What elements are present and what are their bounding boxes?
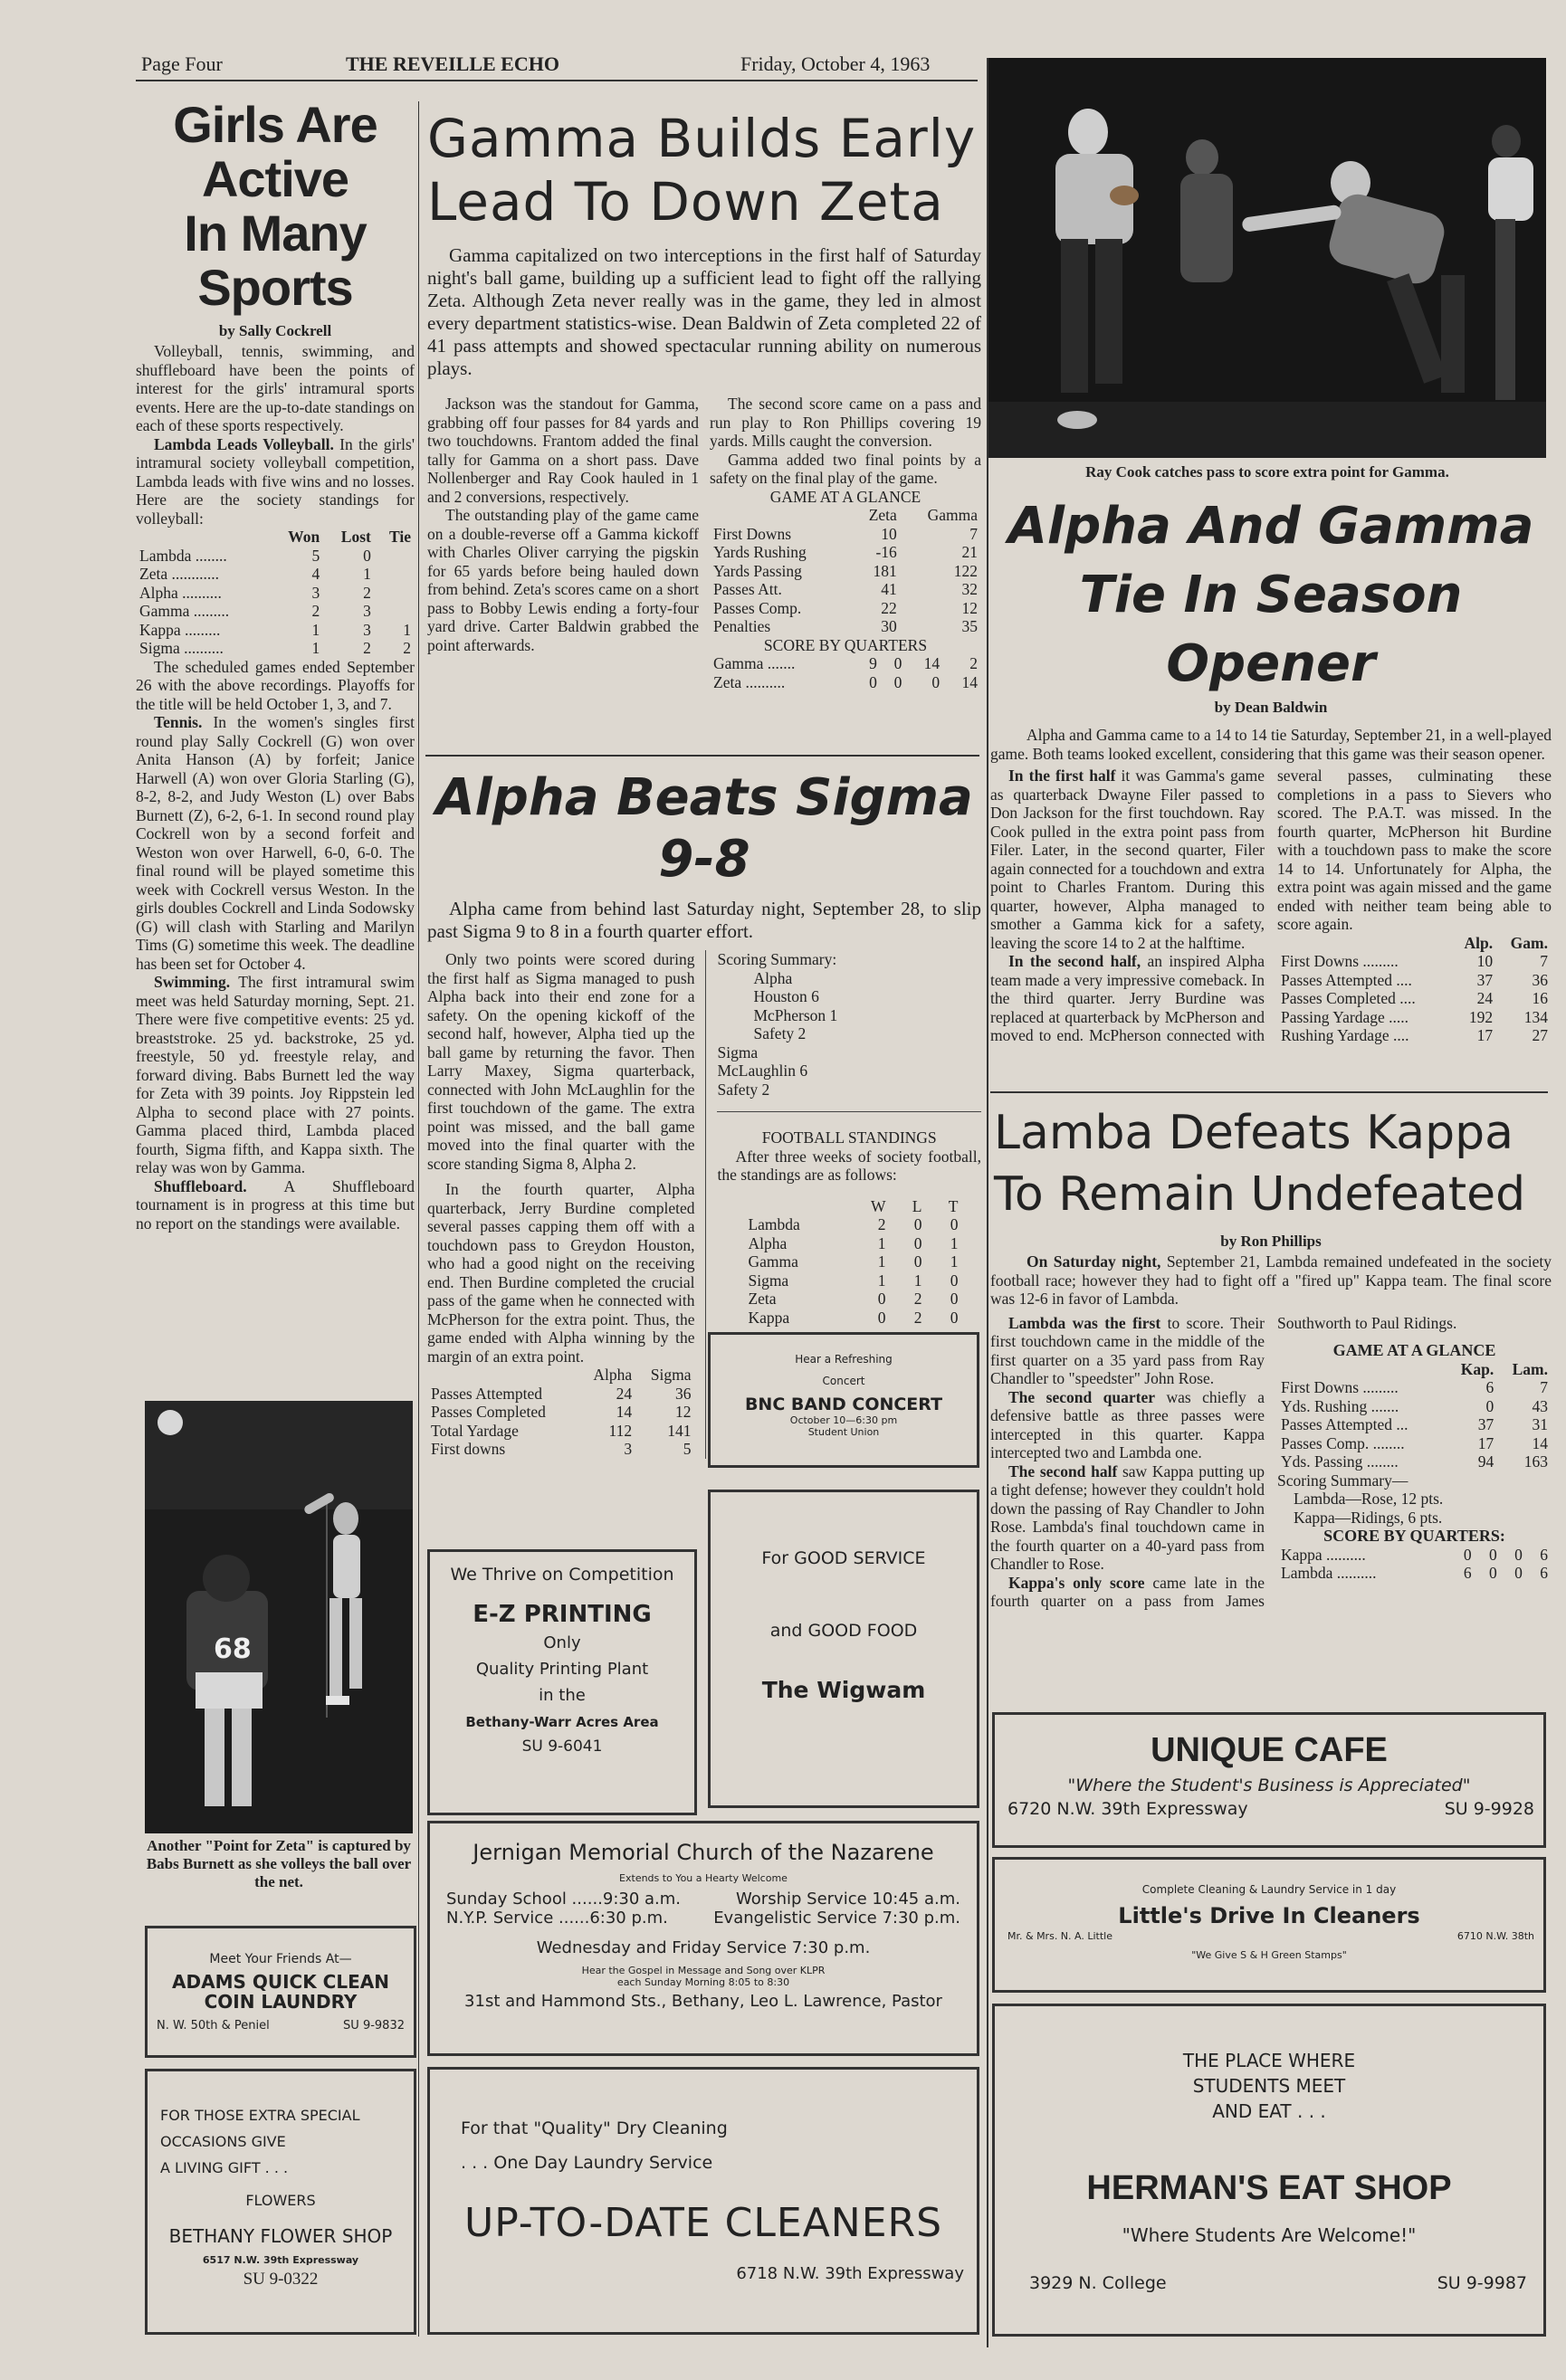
adams-title1: ADAMS QUICK CLEAN — [172, 1971, 389, 1993]
ez-line5: Bethany-Warr Acres Area — [465, 1714, 659, 1730]
ez-tagline: We Thrive on Competition — [450, 1565, 674, 1585]
table-row: First Downs 10 7 — [713, 524, 978, 543]
table-row: First Downs ......... 10 7 — [1281, 952, 1548, 970]
tie-p1-lead: In the first half — [1008, 766, 1116, 785]
flower-address: 6517 N.W. 39th Expressway — [202, 2254, 359, 2266]
standings-table: W L T Lambda 2 0 0 Alpha 1 0 1 Gamma 1 0 1 Sigma 1 1 0 Zeta 0 2 0 Kappa 0 2 0 — [744, 1197, 961, 1328]
concert-line1: Hear a Refreshing — [795, 1353, 893, 1366]
ez-title: E-Z PRINTING — [473, 1601, 652, 1628]
ez-line4: in the — [539, 1686, 586, 1705]
volleyball-photo-art — [145, 1401, 413, 1833]
church-midweek: Wednesday and Friday Service 7:30 p.m. — [536, 1938, 871, 1957]
gamma-headline-line1: Gamma Builds Early — [427, 108, 977, 169]
alpha-sigma-col1: Only two points were scored during the first half as Sigma managed to push Alpha back into their end zone for a safety. On the opening kickoff of the second half, however, Alpha tied up the ball game by returning the favor. Then Larry Maxey, Sigma quarterback, connected with John McLaughlin for the first touchdown of the game. The extra point was missed, and the ball game moved into the final quarter with the score standing Sigma 8, Alpha 2. In the fourth quarter, Alpha quarterback, Jerry Burdine completed several passes capping them off with a touchdown pass to Greydon Houston, who had a good night on the receiving end. Then Burdine completed the crucial pass of the game when he connected with McPherson for the extra point. Thus, the game ended with Alpha winning by the margin of an extra point. Alpha Sigma Passes Attempted 24 36 Passes Completed 14 12 Total Yardage 112 141 First downs 3 5 — [427, 950, 695, 1458]
table-row: Yards Passing 181 122 — [713, 561, 978, 580]
church-nyp: N.Y.P. Service ......6:30 p.m. — [446, 1909, 668, 1928]
issue-date: Friday, October 4, 1963 — [740, 52, 931, 75]
wigwam-title: The Wigwam — [761, 1677, 926, 1703]
tie-p2: an inspired Alpha team made a very impressive comeback. In the third quarter. Jerry Burdine was replaced at quarterback by McPherson and moved to end. McPherson connected with several passes, culminating these completions in a pass to Sievers who scored. The P.A.T. was missed. In the fourth quarter, McPherson hit Burdine with a touchdown pass to make the score 14 to 14. Unfortunately for Alpha, the extra point was again missed and the game ended with neither team being able to score again. — [990, 766, 1552, 1044]
girls-intro: Volleyball, tennis, swimming, and shuffleboard have been the points of interest for the girls' intramural sports events. Here are the up-to-date standings on each of these sports respectively. — [136, 342, 415, 434]
girls-article — [136, 98, 415, 1233]
tennis-text: In the women's singles first round play Sally Cockrell (G) won over Anita Hanson (A) by forfeit; Janice Harwell (A) won over Gloria Starling (G), 8-2, 8-2, and Judy Weston (L) over Babs Burnett (Z), 6-2, 6-1. In second round play Cockrell won by a second forfeit and Weston won over Harwell, 6-0, 6-0. The final round will be played sometime this week with Cockrell versus Weston. In the girls doubles Cockrell and Linda Sodowsky (G) will clash with Starling and Marilyn Tims (G) sometime this week. The deadline has been set for October 4. — [136, 713, 415, 973]
tie-lead: Alpha and Gamma came to a 14 to 14 tie Saturday, September 21, in a well-played game. Both teams looked excellent, considering that this game was their season opener. — [990, 726, 1552, 763]
table-row: Lambda ........ 5 0 — [139, 546, 371, 565]
ez-printing-ad — [427, 1549, 697, 1815]
cleaners-address: 6718 N.W. 39th Expressway — [736, 2264, 964, 2283]
concert-place: Student Union — [807, 1426, 880, 1438]
littles-line1: Complete Cleaning & Laundry Service in 1 day — [1141, 1883, 1397, 1896]
flower-phone: SU 9-0322 — [243, 2270, 319, 2289]
lamba-headline — [990, 1102, 1552, 1225]
lamba-quarters-table — [1277, 1546, 1552, 1583]
ez-line2: Only — [543, 1633, 581, 1652]
lamba-article — [990, 1102, 1552, 1611]
unique-tagline: "Where the Student's Business is Appreciated" — [1067, 1775, 1471, 1795]
tie-headline-line2: Tie In Season Opener — [1079, 566, 1463, 693]
gamma-headline — [427, 107, 981, 233]
herman-line3: AND EAT . . . — [1212, 2100, 1326, 2122]
adams-phone: SU 9-9832 — [343, 2019, 405, 2033]
volleyball-photo — [145, 1401, 413, 1833]
table-row: Gamma 1 0 1 — [748, 1252, 959, 1271]
table-row: Passes Attempted 24 36 — [431, 1384, 692, 1403]
volley-lead: Lambda Leads Volleyball. — [154, 434, 334, 453]
masthead-rule — [136, 80, 978, 81]
lamba-lead: On Saturday night, September 21, Lambda remained undefeated in the society football race; however they had to fight off a "fired up" Kappa team. The final score was 12-6 in favor of Lambda. — [990, 1252, 1552, 1308]
hermans-eat-shop-ad — [992, 2004, 1546, 2337]
wigwam-ad — [708, 1490, 979, 1808]
column-rule — [705, 950, 706, 1459]
girls-byline: by Sally Cockrell — [218, 322, 332, 339]
shuffle-lead: Shuffleboard. — [154, 1176, 247, 1195]
tie-article — [990, 492, 1552, 1045]
table-row: Rushing Yardage .... 17 27 — [1281, 1026, 1548, 1044]
swim-text: The first intramural swim meet was held Saturday morning, Sept. 21. There were five competitive events: 25 yd. breaststroke. 25 yd. backstroke, 25 yd. freestyle, 50 yd. freestyle relay, and forward diving. Babs Burnett led the way for Zeta with 39 points. Joy Rippstein led Alpha to second place with 27 points. Gamma placed third, Lambda placed fourth, Sigma fifth, and Kappa sixth. The relay was won by Gamma. — [136, 973, 415, 1176]
wigwam-line2: and GOOD FOOD — [769, 1621, 918, 1641]
tie-headline — [990, 492, 1552, 699]
girls-headline-line2: In Many Sports — [184, 205, 367, 316]
lamba-quarters-title: SCORE BY QUARTERS: — [1323, 1527, 1505, 1545]
tie-p2-lead: In the second half, — [1008, 952, 1141, 970]
gamma-columns — [427, 395, 981, 691]
volleyball-table — [136, 528, 415, 658]
table-header: Won Lost Tie — [288, 528, 411, 546]
littles-owner: Mr. & Mrs. N. A. Little — [1007, 1930, 1112, 1942]
tie-p1: it was Gamma's game as quarterback Dwayne Filer passed to Don Jackson for the first touchdown. Ray Cook pulled in the extra point pass from Filer. Later, in the second quarter, Filer again connected for a touchdown and extra point to Charles Frantom. During this quarter, however, Alpha managed to smother a Gamma kick for a safety, leaving the score 14 to 2 at the halftime. — [990, 766, 1265, 952]
littles-title: Little's Drive In Cleaners — [1118, 1903, 1420, 1928]
table-row: Passes Attempted .... 37 36 — [1281, 970, 1548, 989]
herman-tagline: "Where Students Are Welcome!" — [1122, 2224, 1417, 2246]
table-row: Lambda .......... 6 0 0 6 — [1281, 1564, 1548, 1582]
table-row: Kappa .......... 0 0 0 6 — [1281, 1545, 1548, 1564]
herman-title: HERMAN'S EAT SHOP — [1086, 2169, 1452, 2207]
church-welcome: Extends to You a Hearty Welcome — [619, 1872, 788, 1884]
up-to-date-cleaners-ad — [427, 2067, 979, 2335]
gamma-col1: Jackson was the standout for Gamma, grabbing off four passes for 84 yards and two touchdowns. Frantom added the final tally for Gamma on a short pass. Dave Nollenberger and Ray Cook hauled in 1 and 2 conversions, respectively. The outstanding play of the game came on a double-reverse off a Gamma kickoff with Charles Oliver carrying the pigskin for 65 yards before being hauled down from behind. Zeta's scores came on a short pass to Bobby Lewis ending a forty-four yard drive. Carter Baldwin grabbed the point afterwards. — [427, 395, 699, 654]
paper-name: THE REVEILLE ECHO — [346, 52, 559, 75]
volley-text: In the girls' intramural society volleyball competition, Lambda leads with five wins and no losses. Here are the society standings for volleyball: — [136, 434, 415, 528]
concert-line2: Concert — [822, 1375, 865, 1387]
table-row: Total Yardage 112 141 — [431, 1421, 692, 1440]
gamma-quarters-title: SCORE BY QUARTERS — [763, 635, 928, 654]
church-radio-time: each Sunday Morning 8:05 to 8:30 — [616, 1976, 790, 1988]
football-caption: Ray Cook catches pass to score extra point for Gamma. — [1085, 463, 1449, 481]
herman-phone: SU 9-9987 — [1437, 2273, 1527, 2293]
table-row: Yards Rushing -16 21 — [713, 543, 978, 561]
gamma-col2: The second score came on a pass and run play to Ron Phillips covering 19 yards. Mills caught the conversion. Gamma added two final points by a safety on the final play of the game. GAME AT A GLANCE Zeta Gamma First Downs 10 7 Yards Rushing -16 21 Yards Passing 181 122 Passes Att. 41 32 Passes Comp. 22 12 Penalties 30 35 SCORE BY QUARTERS Gamma ....... 9 0 14 2 Zeta .......... 0 0 0 14 — [710, 395, 981, 691]
table-row: Alpha .......... 3 2 — [139, 583, 371, 602]
volleyball-caption: Another "Point for Zeta" is captured by Babs Burnett as she volleys the ball over the net. — [146, 1837, 412, 1890]
jersey-number: 68 — [214, 1633, 252, 1665]
table-row: Passes Comp. 22 12 — [713, 598, 978, 617]
gamma-quarters-table — [710, 654, 981, 691]
standings-intro: After three weeks of society football, the standings are as follows: — [717, 1147, 981, 1184]
unique-address: 6720 N.W. 39th Expressway — [1007, 1799, 1248, 1819]
table-row: Yds. Rushing ....... 0 43 — [1281, 1396, 1548, 1415]
girls-after-table: The scheduled games ended September 26 with the above recordings. Playoffs for the title will be held October 1, 3, and 7. — [136, 657, 415, 713]
table-row: Alpha 1 0 1 — [748, 1233, 959, 1252]
unique-phone: SU 9-9928 — [1444, 1799, 1534, 1819]
lamba-headline-line2: To Remain Undefeated — [994, 1167, 1526, 1222]
concert-title: BNC BAND CONCERT — [744, 1395, 943, 1414]
band-concert-ad — [708, 1332, 979, 1468]
flower-shop-ad — [145, 2069, 416, 2335]
table-row: Passes Att. 41 32 — [713, 580, 978, 598]
girls-headline-line1: Girls Are Active — [173, 96, 377, 207]
wigwam-line1: For GOOD SERVICE — [761, 1548, 926, 1568]
table-row: Zeta ............ 4 1 — [139, 565, 371, 583]
table-row: Kappa 0 2 0 — [748, 1308, 959, 1327]
gamma-headline-line2: Lead To Down Zeta — [427, 171, 944, 233]
church-sunday-school: Sunday School ......9:30 a.m. — [446, 1890, 682, 1909]
table-row: Passes Completed 14 12 — [431, 1403, 692, 1421]
tie-body — [990, 766, 1552, 1045]
table-row: Passes Attempted ... 37 31 — [1281, 1415, 1548, 1433]
alpha-sigma-col2: Scoring Summary: Alpha Houston 6 McPherson 1 Safety 2 Sigma McLaughlin 6 Safety 2 FOOTBALL STANDINGS After three weeks of society football, the standings are as follows: W L T Lambda 2 0 0 Alpha 1 0 1 Gamma 1 0 1 Sigma 1 1 0 Zeta 0 2 0 Kappa 0 2 0 — [717, 950, 981, 1327]
swim-lead: Swimming. — [154, 973, 231, 991]
adams-address: N. W. 50th & Peniel — [157, 2019, 270, 2033]
flower-line4: FLOWERS — [245, 2192, 316, 2209]
table-row: Passing Yardage ..... 192 134 — [1281, 1007, 1548, 1026]
herman-address: 3929 N. College — [1029, 2273, 1167, 2293]
adams-title2: COIN LAUNDRY — [204, 1991, 358, 2013]
alpha-sigma-lead: Alpha came from behind last Saturday night, September 28, to slip past Sigma 9 to 8 in a fourth quarter effort. — [427, 898, 981, 942]
gamma-lead: Gamma capitalized on two interceptions in the first half of Saturday night's ball game, building up a sufficient lead to fight off the rallying Zeta. Although Zeta never really was in the game, they led in almost every department statistics-wise. Dean Baldwin of Zeta completed 22 of 41 pass attempts and showed spectacular running ability on numerous plays. — [427, 244, 981, 379]
cleaners-title: UP-TO-DATE CLEANERS — [463, 2200, 943, 2246]
girls-body — [136, 342, 415, 1233]
concert-date: October 10—6:30 pm — [789, 1414, 898, 1426]
section-rule — [425, 755, 979, 757]
unique-title: UNIQUE CAFE — [1151, 1731, 1388, 1769]
table-row: Penalties 30 35 — [713, 617, 978, 635]
littles-address: 6710 N.W. 38th — [1456, 1930, 1534, 1942]
table-row: Sigma 1 1 0 — [748, 1271, 959, 1290]
table-row: Passes Comp. ........ 17 14 — [1281, 1433, 1548, 1452]
football-photo-art — [988, 58, 1546, 458]
table-row: Kappa ......... 1 3 1 — [139, 620, 411, 639]
unique-cafe-ad — [992, 1712, 1546, 1848]
table-row: Lambda 2 0 0 — [748, 1215, 959, 1233]
adams-laundry-ad — [145, 1926, 416, 2058]
church-ad — [427, 1821, 979, 2056]
flower-line3: A LIVING GIFT . . . — [160, 2159, 289, 2176]
table-row: Zeta .......... 0 0 0 14 — [713, 672, 978, 691]
lamba-byline: by Ron Phillips — [1220, 1233, 1322, 1250]
flower-line1: FOR THOSE EXTRA SPECIAL — [160, 2107, 360, 2124]
table-row: Sigma .......... 1 2 2 — [139, 639, 411, 657]
church-evangelistic: Evangelistic Service 7:30 p.m. — [713, 1909, 960, 1928]
standings-title: FOOTBALL STANDINGS — [761, 1128, 937, 1147]
alpha-sigma-stats: Alpha Sigma Passes Attempted 24 36 Passes Completed 14 12 Total Yardage 112 141 First downs 3 5 — [427, 1366, 694, 1459]
tie-stats: Alp. Gam. First Downs ......... 10 7 Passes Attempted .... 37 36 Passes Completed .... 24 16 Passing Yardage ..... 192 134 Rushing Yardage .... 17 27 — [1277, 934, 1552, 1045]
column-rule — [418, 101, 419, 2337]
herman-line1: THE PLACE WHERE — [1182, 2050, 1356, 2071]
lamba-glance-table: Kap. Lam. First Downs ......... 6 7 Yds. Rushing ....... 0 43 Passes Attempted ... 37 31 Passes Comp. ........ 17 14 Yds. Passing ........ 94 163 — [1277, 1360, 1552, 1471]
cleaners-line2: . . . One Day Laundry Service — [461, 2153, 713, 2173]
tie-byline: by Dean Baldwin — [1214, 699, 1328, 716]
church-radio: Hear the Gospel in Message and Song over KLPR — [581, 1965, 826, 1976]
church-title: Jernigan Memorial Church of the Nazarene — [473, 1840, 934, 1865]
table-row: Zeta 0 2 0 — [748, 1290, 959, 1308]
littles-cleaners-ad — [992, 1857, 1546, 1993]
tie-headline-line1: Alpha And Gamma — [1007, 497, 1534, 556]
littles-stamps: "We Give S & H Green Stamps" — [1191, 1949, 1347, 1961]
gamma-glance-table: Zeta Gamma First Downs 10 7 Yards Rushing -16 21 Yards Passing 181 122 Passes Att. 41 32 Passes Comp. 22 12 Penalties 30 35 — [710, 506, 981, 636]
flower-line2: OCCASIONS GIVE — [160, 2133, 286, 2150]
gamma-article — [427, 107, 981, 691]
table-row: First Downs ......... 6 7 — [1281, 1378, 1548, 1396]
table-row: Passes Completed .... 24 16 — [1281, 989, 1548, 1007]
lamba-headline-line1: Lamba Defeats Kappa — [994, 1106, 1514, 1160]
church-worship: Worship Service 10:45 a.m. — [736, 1890, 960, 1909]
adams-tagline: Meet Your Friends At— — [209, 1952, 352, 1966]
herman-line2: STUDENTS MEET — [1192, 2075, 1346, 2097]
lamba-body: Lambda was the first to score. Their first touchdown came in the middle of the first quarter on a 35 yard pass from Ray Chandler to "speedster" John Rose. The second quarter was chiefly a defensive battle as three passes were intercepted in this quarter. Kappa intercepted two and Lambda one. The second half saw Kappa putting up a tight defense; however they couldn't hold down the passing of Ray Chandler to John Rose. Lambda's final touchdown came in the fourth quarter on a 40-yard pass from Chandler to Rose. Kappa's only score came late in the fourth quarter on a pass from James Southworth to Paul Ridings. GAME AT A GLANCE Kap. Lam. First Downs ......... 6 7 Yds. Rushing ....... 0 43 Passes Attempted ... 37 31 Passes Comp. ........ 17 14 Yds. Passing ........ 94 163 Scoring Summary— Lambda—Rose, 12 pts. Kappa—Ridings, 6 pts. SCORE BY QUARTERS: Kappa .......... 0 0 0 6 Lambda .......... 6 0 0 6 — [990, 1314, 1552, 1611]
ez-line3: Quality Printing Plant — [475, 1660, 649, 1679]
table-row: Gamma ......... 2 3 — [139, 602, 371, 620]
tennis-lead: Tennis. — [154, 713, 203, 731]
church-address: 31st and Hammond Sts., Bethany, Leo L. Lawrence, Pastor — [464, 1992, 942, 2011]
section-rule — [990, 1091, 1548, 1093]
ez-phone: SU 9-6041 — [521, 1737, 603, 1756]
table-row: Gamma ....... 9 0 14 2 — [713, 654, 978, 672]
flower-title: BETHANY FLOWER SHOP — [168, 2225, 393, 2247]
page-number: Page Four — [141, 52, 223, 75]
football-photo — [988, 58, 1546, 458]
table-row: Yds. Passing ........ 94 163 — [1281, 1452, 1548, 1471]
girls-headline — [136, 98, 415, 315]
alpha-sigma-headline: Alpha Beats Sigma 9-8 — [435, 768, 973, 889]
cleaners-line1: For that "Quality" Dry Cleaning — [461, 2118, 728, 2138]
lamba-glance-title: GAME AT A GLANCE — [1332, 1341, 1496, 1359]
table-row: First downs 3 5 — [431, 1440, 692, 1458]
shuffle-text: A Shuffleboard tournament is in progress at this time but no report on the standings were available. — [136, 1176, 415, 1233]
gamma-glance-title: GAME AT A GLANCE — [769, 487, 921, 506]
